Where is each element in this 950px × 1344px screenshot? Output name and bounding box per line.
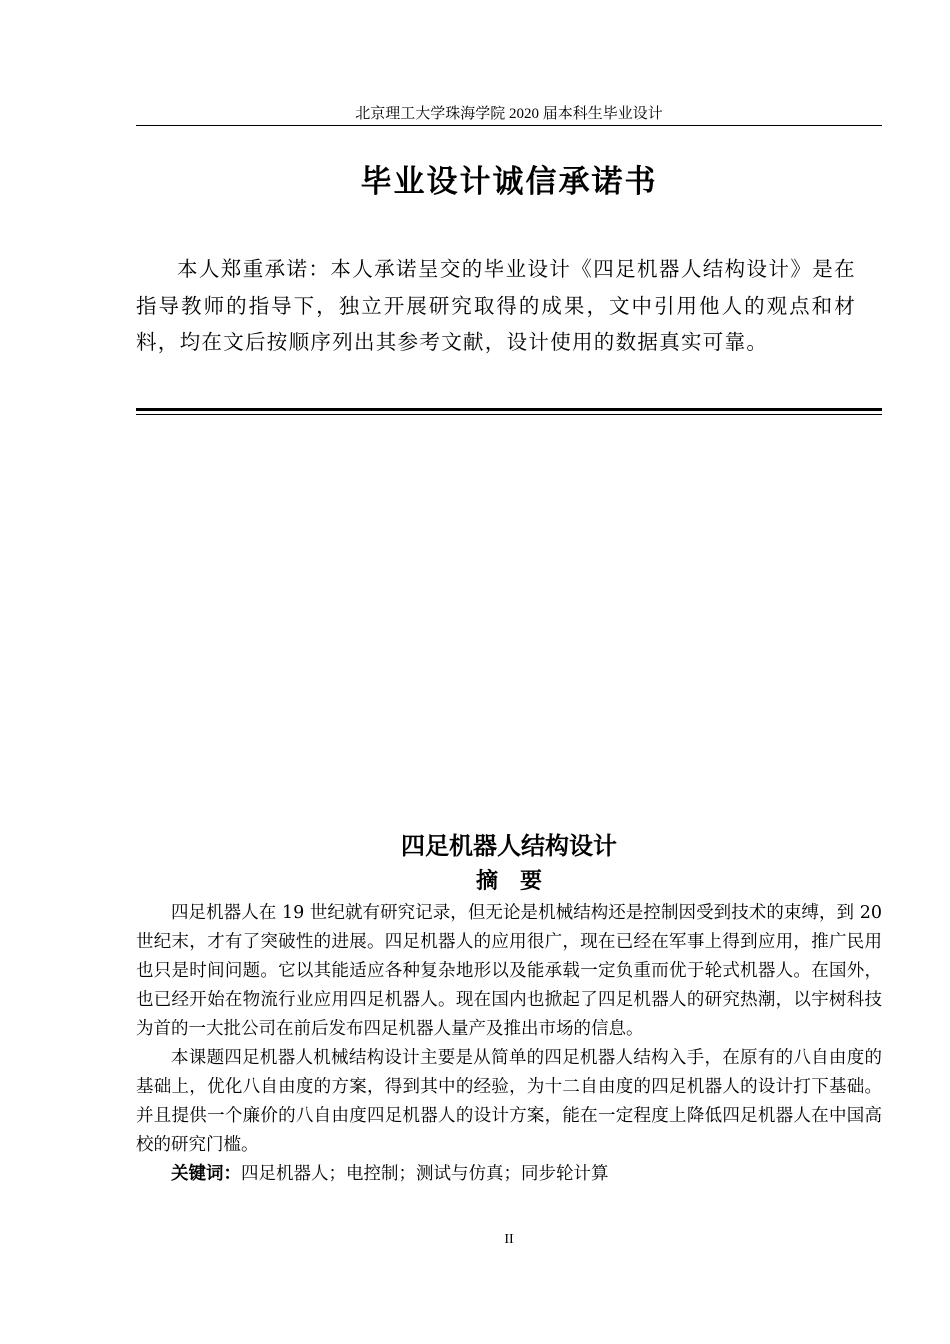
abstract-body [136,899,882,1189]
abstract-paragraph: 本课题四足机器人机械结构设计主要是从简单的四足机器人结构入手，在原有的八自由度的基础上，优化八自由度的方案，得到其中的经验，为十二自由度的四足机器人的设计打下基础。并且提供一个廉价的八自由度四足机器人的设计方案，能在一定程度上降低四足机器人在中国高校的研究门槛。 [136,1048,882,1155]
thesis-title: 四足机器人结构设计 [401,832,617,860]
abstract-heading: 摘要 [475,869,564,894]
page-header: 北京理工大学珠海学院 2020 届本科生毕业设计 [355,106,663,122]
abstract-paragraph: 四足机器人在 19 世纪就有研究记录，但无论是机械结构还是控制因受到技术的束缚，到 20 世纪末，才有了突破性的进展。四足机器人的应用很广，现在已经在军事上得到应用，推广民用也只是时间问题。它以其能适应各种复杂地形以及能承载一定负重而优于轮式机器人。在国外，也已经开始在物流行业应用四足机器人。现在国内也掀起了四足机器人的研究热潮，以宇树科技为首的一大批公司在前后发布四足机器人量产及推出市场的信息。 [136,903,882,1039]
keywords-line [136,1160,882,1189]
page-number: II [504,1232,514,1247]
section-divider-thin [136,414,882,415]
pledge-title: 毕业设计诚信承诺书 [360,164,658,200]
keywords-label: 关键词： [171,1164,241,1184]
keywords-text: 四足机器人；电控制；测试与仿真；同步轮计算 [241,1164,609,1184]
pledge-statement: 本人郑重承诺：本人承诺呈交的毕业设计《四足机器人结构设计》是在指导教师的指导下，独立开展研究取得的成果，文中引用他人的观点和材料，均在文后按顺序列出其参考文献，设计使用的数据真实可靠。 [136,257,856,354]
header-divider [136,125,882,126]
section-divider-thick [136,408,882,411]
